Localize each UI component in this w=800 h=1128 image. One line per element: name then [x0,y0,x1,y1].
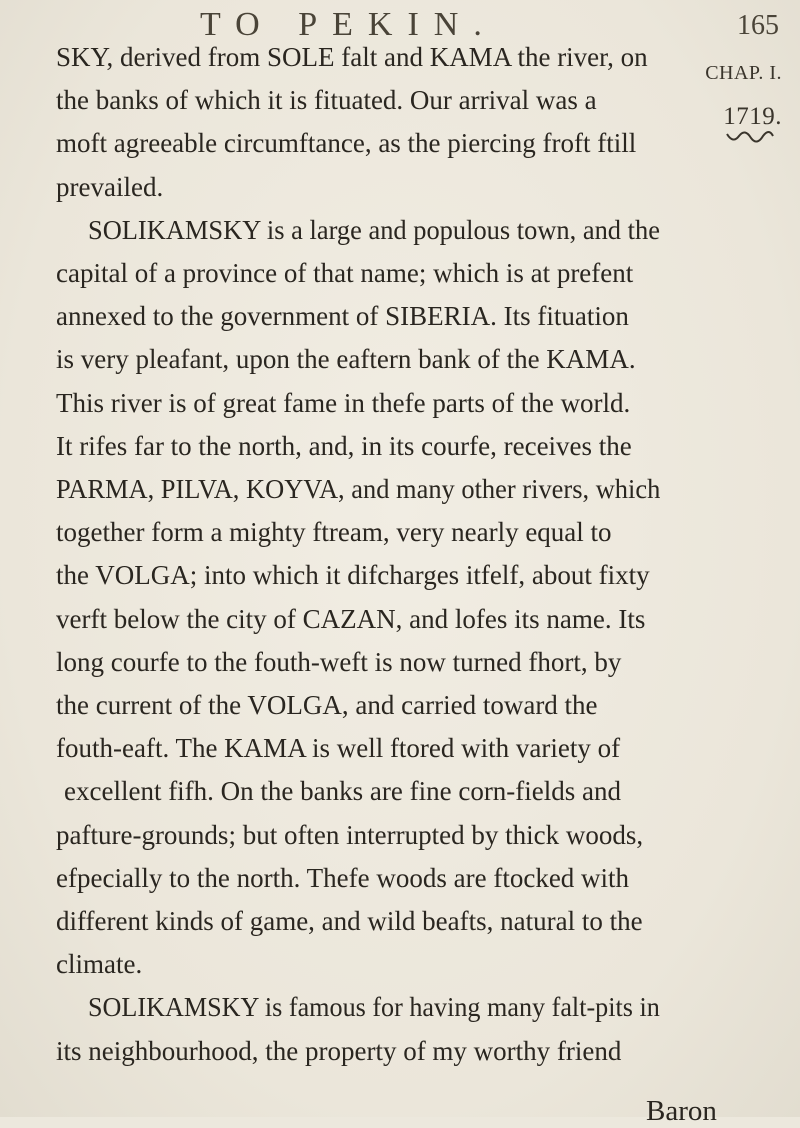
text-line: SKY, derived from SOLE falt and KAMA the river, on [56,42,648,72]
text-line: different kinds of game, and wild beafts, natural to the [56,906,643,936]
text-line: climate. [56,949,143,979]
text-line: pafture-grounds; but often interrupted by thick woods, [56,820,644,850]
text-line: its neighbourhood, the property of my worthy friend [56,1036,622,1066]
text-line: prevailed. [56,172,164,202]
text-line: annexed to the government of SIBERIA. Its fituation [56,301,629,331]
text-line: PARMA, PILVA, KOYVA, and many other rivers, which [56,474,661,504]
text-line: the current of the VOLGA, and carried toward the [56,690,598,720]
text-line: long courfe to the fouth-weft is now turned fhort, by [56,647,622,677]
text-line: capital of a province of that name; which is at prefent [56,258,634,288]
running-title: TO PEKIN. [200,6,497,43]
margin-chapter: CHAP. I. [705,62,782,84]
catchword: Baron [646,1095,717,1127]
flourish-ornament [725,130,775,146]
text-line: is very pleafant, upon the eaftern bank of the KAMA. [56,344,636,374]
text-line: SOLIKAMSKY is a large and populous town, and the [88,215,660,245]
text-line: efpecially to the north. Thefe woods are ftocked with [56,863,630,893]
text-line: the VOLGA; into which it difcharges itfelf, about fixty [56,560,650,590]
text-line: SOLIKAMSKY is famous for having many falt-pits in [88,992,660,1022]
text-line: This river is of great fame in thefe parts of the world. [56,388,631,418]
text-line: verft below the city of CAZAN, and lofes its name. Its [56,604,646,634]
text-line: excellent fifh. On the banks are fine corn-fields and [64,776,622,806]
text-line: It rifes far to the north, and, in its courfe, receives the [56,431,632,461]
text-line: moft agreeable circumftance, as the piercing froft ftill [56,128,637,158]
text-line: together form a mighty ftream, very nearly equal to [56,517,612,547]
margin-year: 1719. [723,103,782,130]
text-line: fouth-eaft. The KAMA is well ftored with variety of [56,733,621,763]
text-line: the banks of which it is fituated. Our arrival was a [56,85,597,115]
page-number: 165 [737,10,779,41]
